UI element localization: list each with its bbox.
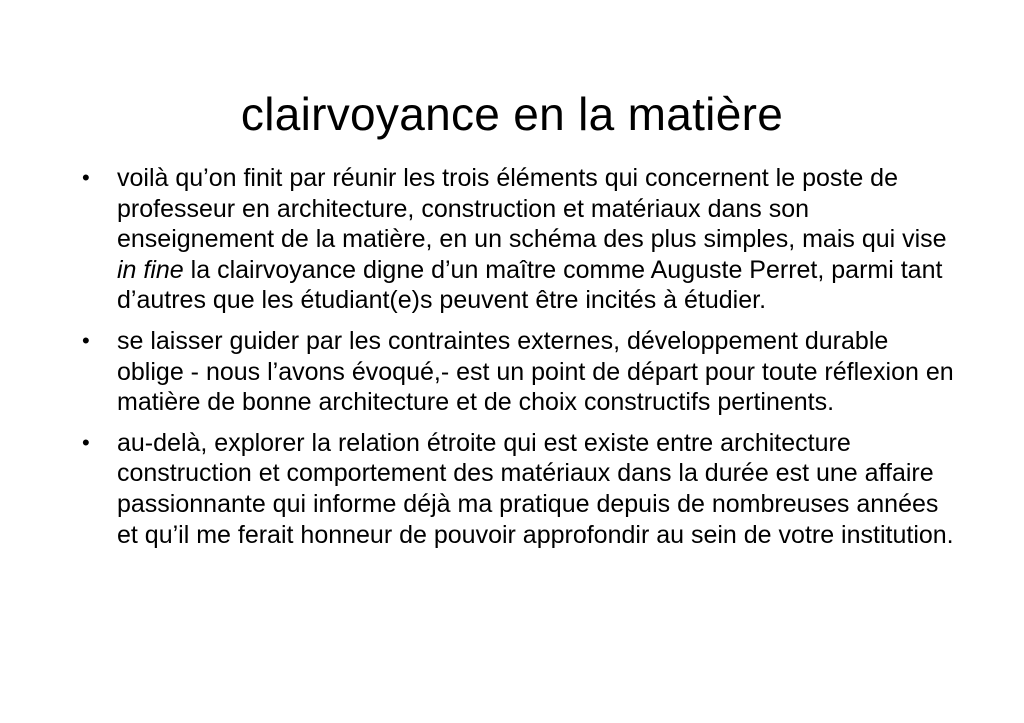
bullet-text-1-part-a: voilà qu’on finit par réunir les trois éléments qui concernent le poste de professeur en architecture, construction et matériaux dans son enseignement de la matière, en un schéma des plus simples, mais qui vise — [117, 164, 947, 254]
bullet-text-2: se laisser guider par les contraintes externes, développement durable oblige - nous l’avons évoqué,- est un point de départ pour toute réflexion en matière de bonne architecture et de choix constructifs pertinents. — [117, 326, 954, 417]
bullet-list — [80, 163, 960, 560]
bullet-text-1-emphasis: in fine — [117, 255, 184, 284]
bullet-dot-icon: • — [82, 429, 90, 455]
bullet-text-3: au-delà, explorer la relation étroite qui est existe entre architecture construction et comportement des matériaux dans la durée est une affaire passionnante qui informe déjà ma pratique depuis de nombreuses années et qu’il me ferait honneur de pouvoir approfondir au sein de votre institution. — [117, 428, 954, 549]
bullet-dot-icon: • — [82, 165, 90, 190]
slide-title: clairvoyance en la matière — [240, 88, 784, 140]
bullet-item-3 — [80, 428, 960, 550]
bullet-item-1 — [80, 163, 960, 316]
bullet-dot-icon: • — [82, 327, 90, 353]
bullet-item-2 — [80, 326, 960, 418]
bullet-text-1 — [117, 164, 947, 314]
bullet-text-1-part-b: la clairvoyance digne d’un maître comme Auguste Perret, parmi tant d’autres que les étudiant(e)s peuvent être incités à étudier. — [117, 255, 943, 315]
